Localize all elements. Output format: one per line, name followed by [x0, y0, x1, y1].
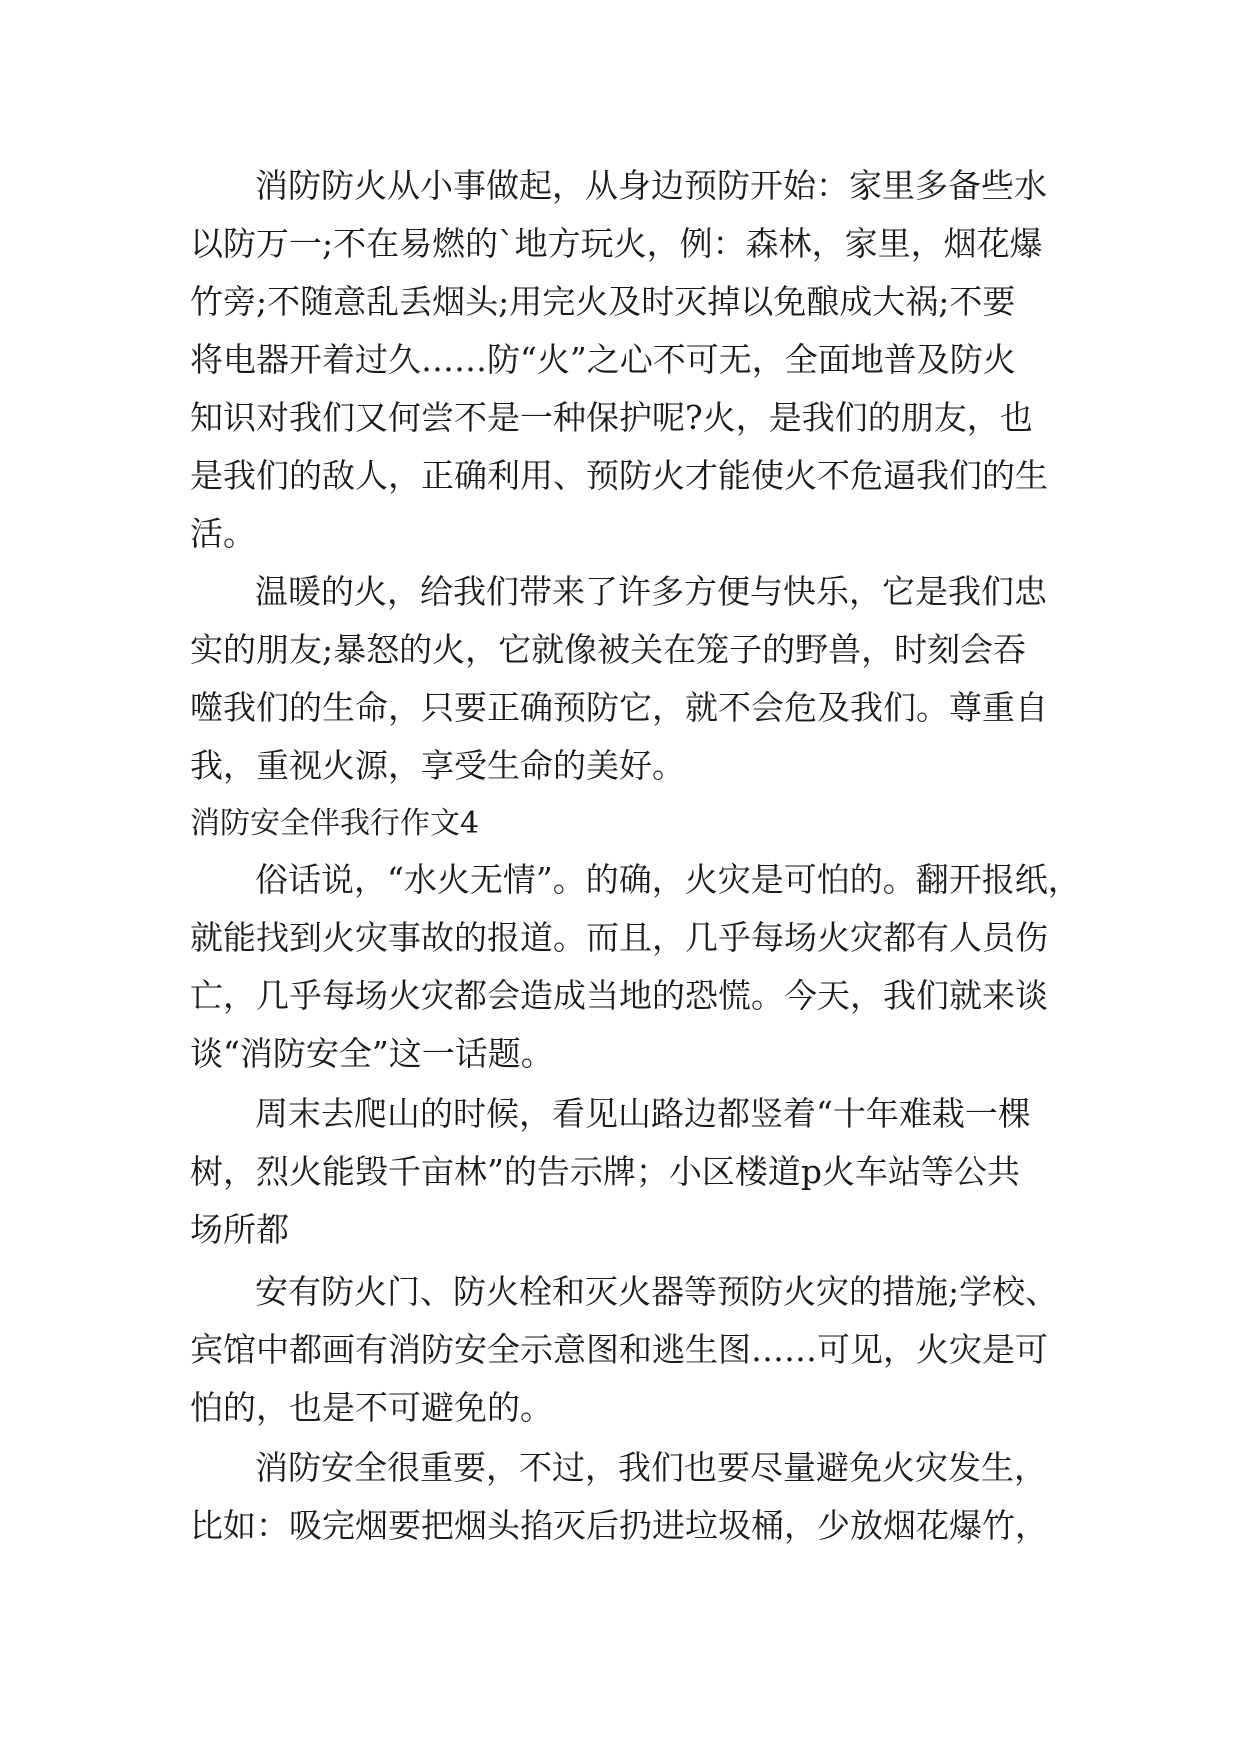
paragraph-line: 噬我们的生命，只要正确预防它，就不会危及我们。尊重自 [190, 688, 1048, 727]
paragraph-line: 将电器开着过久……防“火”之心不可无，全面地普及防火 [190, 340, 1016, 379]
paragraph-line: 消防防火从小事做起，从身边预防开始：家里多备些水 [255, 166, 1047, 205]
paragraph-line: 实的朋友;暴怒的火，它就像被关在笼子的野兽，时刻会吞 [190, 630, 1027, 669]
paragraph-line: 我，重视火源，享受生命的美好。 [190, 746, 685, 785]
paragraph-line: 是我们的敌人，正确利用、预防火才能使火不危逼我们的生 [190, 456, 1048, 495]
paragraph-line: 谈“消防安全”这一话题。 [190, 1034, 554, 1073]
paragraph-line: 就能找到火灾事故的报道。而且，几乎每场火灾都有人员伤 [190, 918, 1048, 957]
section-heading: 消防安全伴我行作文4 [190, 806, 480, 841]
paragraph-line: 宾馆中都画有消防安全示意图和逃生图……可见，火灾是可 [190, 1330, 1048, 1369]
paragraph-line: 亡，几乎每场火灾都会造成当地的恐慌。今天，我们就来谈 [190, 976, 1048, 1015]
paragraph-line: 场所都 [190, 1210, 289, 1249]
paragraph-line: 竹旁;不随意乱丢烟头;用完火及时灭掉以免酿成大祸;不要 [190, 282, 1016, 321]
paragraph-line: 俗话说，“水火无情”。的确，火灾是可怕的。翻开报纸， [255, 860, 1081, 899]
paragraph-line: 树，烈火能毁千亩林”的告示牌；小区楼道p火车站等公共 [190, 1152, 1020, 1191]
paragraph-line: 以防万一;不在易燃的`地方玩火，例：森林，家里，烟花爆 [190, 224, 1043, 263]
paragraph-line: 周末去爬山的时候，看见山路边都竖着“十年难栽一棵 [255, 1094, 1031, 1133]
paragraph-line: 活。 [190, 514, 256, 553]
paragraph-line: 知识对我们又何尝不是一种保护呢?火，是我们的朋友，也 [190, 398, 1033, 437]
paragraph-line: 温暖的火，给我们带来了许多方便与快乐，它是我们忠 [255, 572, 1047, 611]
paragraph-line: 比如：吸完烟要把烟头掐灭后扔进垃圾桶，少放烟花爆竹， [190, 1506, 1048, 1545]
paragraph-line: 消防安全很重要，不过，我们也要尽量避免火灾发生， [255, 1448, 1047, 1487]
paragraph-line: 怕的，也是不可避免的。 [190, 1388, 553, 1427]
paragraph-line: 安有防火门、防火栓和灭火器等预防火灾的措施;学校、 [255, 1272, 1059, 1311]
